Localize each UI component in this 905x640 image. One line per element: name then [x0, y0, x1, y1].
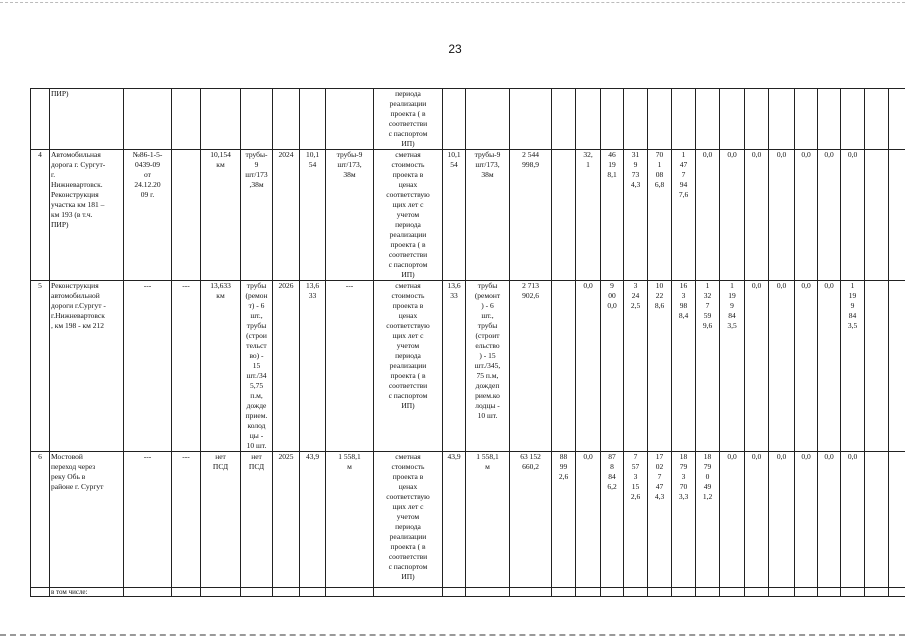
table-cell: ПИР) — [50, 89, 124, 150]
scan-edge-bottom — [0, 634, 905, 636]
table-cell: 0,0 — [818, 281, 841, 452]
scan-edge-top — [0, 2, 905, 3]
table-cell — [31, 588, 50, 597]
table-cell — [241, 89, 273, 150]
table-cell — [672, 588, 696, 597]
table-cell: Реконструкция автомобильной дороги г.Сургут - г.Нижневартовск , км 198 - км 212 — [50, 281, 124, 452]
table-cell — [672, 89, 696, 150]
table-cell — [624, 89, 648, 150]
table-cell: 63 152 660,2 — [510, 452, 552, 588]
table-cell: 5 — [31, 281, 50, 452]
table-cell — [795, 89, 818, 150]
table-cell: сметная стоимость проекта в ценах соответствую щих лет с учетом периода реализации проекта ( в соответстви с паспортом ИП) — [374, 150, 443, 281]
table-cell: 6 — [31, 452, 50, 588]
table-cell — [31, 89, 50, 150]
table-cell — [696, 89, 720, 150]
table-cell: 1 19 9 84 3,5 — [841, 281, 865, 452]
table-cell: трубы- 9 шт/173 ,38м — [241, 150, 273, 281]
table-cell: --- — [172, 281, 201, 452]
table-cell: 0,0 — [841, 452, 865, 588]
table-cell: 88 99 2,6 — [552, 452, 576, 588]
table-cell — [466, 89, 510, 150]
table-cell: 2025 — [273, 452, 300, 588]
table-cell — [124, 89, 172, 150]
table-cell: 43,9 — [300, 452, 326, 588]
table-cell: 13,6 33 — [300, 281, 326, 452]
table-cell — [172, 89, 201, 150]
table-cell: 70 1 08 6,8 — [648, 150, 672, 281]
table-cell: 16 3 98 8,4 — [672, 281, 696, 452]
table-cell — [889, 150, 905, 281]
table-cell: 4 — [31, 150, 50, 281]
table-cell: 0,0 — [769, 281, 795, 452]
table-cell — [745, 588, 769, 597]
table-cell: 2026 — [273, 281, 300, 452]
table-cell: 10,1 54 — [300, 150, 326, 281]
table-cell — [172, 588, 201, 597]
table-cell: 9 00 0,0 — [601, 281, 624, 452]
table-cell: 1 32 7 59 9,6 — [696, 281, 720, 452]
table-cell — [273, 588, 300, 597]
table-cell: Автомобильная дорога г. Сургут- г. Нижневартовск. Реконструкция участка км 181 – км 193 (в т.ч. ПИР) — [50, 150, 124, 281]
table-cell: 10,1 54 — [443, 150, 466, 281]
table-cell: 1 558,1 м — [466, 452, 510, 588]
table-cell: периода реализации проекта ( в соответстви с паспортом ИП) — [374, 89, 443, 150]
table-cell: сметная стоимость проекта в ценах соответствую щих лет с учетом периода реализации проекта ( в соответстви с паспортом ИП) — [374, 281, 443, 452]
table-cell: 18 79 3 70 3,3 — [672, 452, 696, 588]
table-cell — [841, 89, 865, 150]
table-cell — [124, 588, 172, 597]
table-cell: 0,0 — [795, 281, 818, 452]
table-cell: сметная стоимость проекта в ценах соответствую щих лет с учетом периода реализации проекта ( в соответстви с паспортом ИП) — [374, 452, 443, 588]
table-cell — [795, 588, 818, 597]
table-cell — [326, 588, 374, 597]
table-cell — [201, 89, 241, 150]
table-cell: --- — [326, 281, 374, 452]
table-cell: 0,0 — [720, 150, 745, 281]
table-cell: 7 57 3 15 2,6 — [624, 452, 648, 588]
table-cell — [172, 150, 201, 281]
table-cell: трубы-9 шт/173, 38м — [466, 150, 510, 281]
table-cell — [889, 588, 905, 597]
table-cell — [841, 588, 865, 597]
table-cell: №86-1-5- 0439-09 от 24.12.20 09 г. — [124, 150, 172, 281]
page-number: 23 — [448, 42, 462, 56]
table-cell — [576, 89, 601, 150]
table-cell: 3 24 2,5 — [624, 281, 648, 452]
table-cell — [300, 89, 326, 150]
table-cell — [510, 588, 552, 597]
table-cell: в том числе: — [50, 588, 124, 597]
table-cell: 13,633 км — [201, 281, 241, 452]
table-cell — [624, 588, 648, 597]
table-cell — [241, 588, 273, 597]
table-cell: 0,0 — [745, 281, 769, 452]
table-cell — [696, 588, 720, 597]
table-cell: 18 79 0 49 1,2 — [696, 452, 720, 588]
table-cell: 87 8 84 6,2 — [601, 452, 624, 588]
table-cell — [889, 452, 905, 588]
table-cell — [818, 588, 841, 597]
table-cell: 1 19 9 84 3,5 — [720, 281, 745, 452]
table-cell: 10 22 8,6 — [648, 281, 672, 452]
table-cell: 0,0 — [576, 281, 601, 452]
table-cell: --- — [124, 452, 172, 588]
table-cell — [273, 89, 300, 150]
table-cell — [865, 89, 889, 150]
table-row — [31, 452, 905, 588]
table-cell: --- — [172, 452, 201, 588]
table-cell — [443, 588, 466, 597]
table-cell: 2024 — [273, 150, 300, 281]
table-cell — [865, 452, 889, 588]
table-cell: 2 544 998,9 — [510, 150, 552, 281]
table-cell — [769, 89, 795, 150]
table-row — [31, 150, 905, 281]
table-cell — [865, 150, 889, 281]
table-cell — [865, 588, 889, 597]
table-cell: 31 9 73 4,3 — [624, 150, 648, 281]
table-cell: нет ПСД — [201, 452, 241, 588]
table-cell: 0,0 — [818, 150, 841, 281]
table-cell: 1 47 7 94 7,6 — [672, 150, 696, 281]
table-cell: 0,0 — [795, 452, 818, 588]
table-cell: 0,0 — [795, 150, 818, 281]
table-cell: 0,0 — [576, 452, 601, 588]
table-cell — [300, 588, 326, 597]
table-cell — [601, 89, 624, 150]
table-cell: 32, 1 — [576, 150, 601, 281]
table-cell: 0,0 — [745, 452, 769, 588]
table-cell: 0,0 — [818, 452, 841, 588]
table-cell: трубы (ремонт ) - 6 шт., трубы (строит ельство ) - 15 шт./345, 75 п.м, дождеп рием.ко лодцы - 10 шт. — [466, 281, 510, 452]
table-cell: 0,0 — [841, 150, 865, 281]
table-cell: 0,0 — [769, 452, 795, 588]
table-cell: 0,0 — [720, 452, 745, 588]
table-cell: 17 02 7 47 4,3 — [648, 452, 672, 588]
table-cell — [720, 89, 745, 150]
table-cell: 43,9 — [443, 452, 466, 588]
table-cell: 13,6 33 — [443, 281, 466, 452]
table-cell — [889, 281, 905, 452]
table-row — [31, 588, 905, 597]
table-cell — [326, 89, 374, 150]
table-cell: 1 558,1 м — [326, 452, 374, 588]
table-cell: 0,0 — [769, 150, 795, 281]
table-cell: нет ПСД — [241, 452, 273, 588]
table-cell — [510, 89, 552, 150]
table-cell — [466, 588, 510, 597]
table-cell — [648, 588, 672, 597]
table-body — [31, 89, 905, 597]
table-cell: 0,0 — [696, 150, 720, 281]
table-cell — [889, 89, 905, 150]
table-cell — [865, 281, 889, 452]
table-cell — [552, 150, 576, 281]
table-cell: трубы-9 шт/173, 38м — [326, 150, 374, 281]
table-cell: 0,0 — [745, 150, 769, 281]
table-cell: Мостовой переход через реку Обь в районе г. Сургут — [50, 452, 124, 588]
table-cell: 10,154 км — [201, 150, 241, 281]
table-cell: трубы (ремон т) - 6 шт., трубы (строи тельст во) - 15 шт./34 5,75 п.м, дожде прием. колод цы - 10 шт. — [241, 281, 273, 452]
table-cell: 46 19 8,1 — [601, 150, 624, 281]
table-cell — [818, 89, 841, 150]
table-row — [31, 89, 905, 150]
data-table — [30, 88, 905, 597]
table-cell — [374, 588, 443, 597]
table-cell — [648, 89, 672, 150]
table-cell — [601, 588, 624, 597]
table-cell: 2 713 902,6 — [510, 281, 552, 452]
table-cell — [201, 588, 241, 597]
table-cell — [576, 588, 601, 597]
table-cell: --- — [124, 281, 172, 452]
table-cell — [552, 588, 576, 597]
table-cell — [443, 89, 466, 150]
table-cell — [745, 89, 769, 150]
table-cell — [552, 89, 576, 150]
table-cell — [769, 588, 795, 597]
table-cell — [720, 588, 745, 597]
table-row — [31, 281, 905, 452]
table-cell — [552, 281, 576, 452]
